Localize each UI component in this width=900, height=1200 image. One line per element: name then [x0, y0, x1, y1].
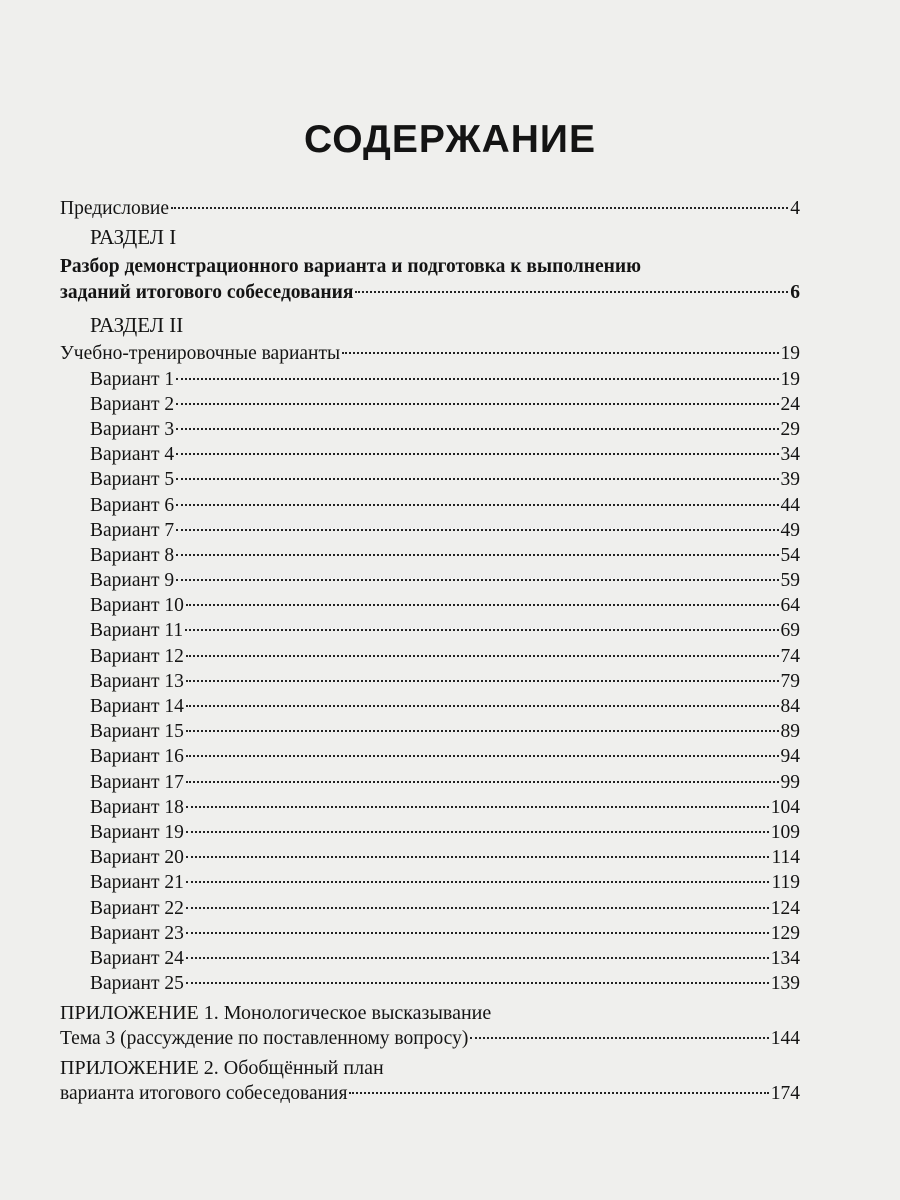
toc-entry-page: 129	[770, 922, 800, 944]
dot-leader	[186, 831, 769, 833]
toc-entry-label: Вариант 7	[90, 519, 175, 541]
toc-entry-page: 174	[770, 1083, 800, 1105]
dot-leader	[176, 529, 778, 531]
dot-leader	[186, 957, 769, 959]
toc-entry-label: Учебно-тренировочные варианты	[60, 343, 341, 365]
toc-entry-variant	[60, 896, 800, 921]
toc-entry-page: 4	[790, 198, 800, 219]
toc-entry-page: 134	[770, 947, 800, 969]
toc-entry-page: 19	[780, 343, 800, 365]
dot-leader	[186, 881, 770, 883]
dot-leader	[176, 403, 778, 405]
dot-leader	[186, 755, 779, 757]
appendix-1-heading: ПРИЛОЖЕНИЕ 1. Монологическое высказывание	[60, 1002, 492, 1025]
toc-entry-variant	[60, 644, 800, 669]
dot-leader	[176, 579, 778, 581]
toc-entry-page: 109	[770, 821, 800, 843]
toc-entry-label: Вариант 2	[90, 393, 175, 415]
toc-entry-label: Вариант 10	[90, 595, 184, 617]
dot-leader	[186, 730, 779, 732]
toc-entry-variant	[60, 770, 800, 795]
page-title: СОДЕРЖАНИЕ	[304, 118, 596, 161]
section-heading-2: РАЗДЕЛ II	[90, 313, 184, 338]
toc-entry-label: Вариант 13	[90, 670, 184, 692]
toc-entry-page: 44	[780, 494, 800, 516]
dot-leader	[186, 907, 769, 909]
toc-entry-label: Тема 3 (рассуждение по поставленному вопросу)	[60, 1028, 469, 1050]
toc-entry-variant	[60, 493, 800, 518]
toc-entry-label: Вариант 20	[90, 847, 184, 869]
toc-entry-variant	[60, 518, 800, 543]
dot-leader	[355, 291, 788, 293]
toc-entry-label: Вариант 1	[90, 368, 175, 390]
toc-entry-variant	[60, 744, 800, 769]
toc-entry-page: 54	[780, 544, 800, 566]
toc-entry-variant	[60, 568, 800, 593]
toc-entry-label: Вариант 14	[90, 696, 184, 717]
toc-entry-label: Вариант 22	[90, 897, 184, 919]
toc-entry-variant	[60, 543, 800, 568]
dot-leader	[176, 478, 778, 480]
toc-entry-page: 119	[771, 872, 800, 894]
toc-entry-label: Вариант 8	[90, 544, 175, 566]
toc-entry-variant	[60, 442, 800, 467]
dot-leader	[186, 705, 779, 707]
toc-entry-page: 64	[780, 595, 800, 617]
dot-leader	[186, 655, 779, 657]
dot-leader	[176, 554, 778, 556]
toc-entry-page: 19	[780, 368, 800, 390]
toc-entry-page: 94	[780, 746, 800, 768]
dot-leader	[349, 1092, 768, 1094]
toc-entry-label: Вариант 9	[90, 570, 175, 592]
dot-leader	[186, 932, 769, 934]
toc-entry-variant	[60, 694, 800, 719]
toc-entry-label: Вариант 19	[90, 821, 184, 843]
toc-entry-page: 74	[780, 645, 800, 667]
toc-entry-label: Вариант 15	[90, 721, 184, 743]
toc-entry-variant	[60, 795, 800, 820]
toc-entry-page: 34	[780, 444, 800, 466]
dot-leader	[186, 680, 779, 682]
dot-leader	[186, 781, 779, 783]
toc-entry-label: Вариант 5	[90, 469, 175, 491]
toc-entry-page: 29	[780, 418, 800, 440]
toc-entry-page: 79	[780, 670, 800, 692]
toc-entry-variant	[60, 719, 800, 744]
toc-entry-section-1	[60, 280, 800, 305]
toc-entry-variant	[60, 845, 800, 870]
dot-leader	[186, 806, 769, 808]
toc-entry-variant	[60, 467, 800, 492]
toc-entry-label: Вариант 3	[90, 418, 175, 440]
toc-entry-page: 24	[780, 393, 800, 415]
toc-entry-preface	[60, 196, 800, 221]
toc-entry-label: Вариант 17	[90, 771, 184, 793]
dot-leader	[342, 352, 778, 354]
toc-entry-variant	[60, 921, 800, 946]
toc-entry-label: Вариант 12	[90, 645, 184, 667]
toc-entry-page: 89	[780, 721, 800, 743]
section-heading-1: РАЗДЕЛ I	[90, 225, 177, 250]
toc-entry-label: варианта итогового собеседования	[60, 1083, 348, 1105]
toc-entry-label: Вариант 6	[90, 494, 175, 516]
dot-leader	[176, 453, 778, 455]
toc-entry-page: 39	[780, 469, 800, 491]
toc-entry-page: 6	[790, 282, 800, 304]
toc-entry-training-variants	[60, 341, 800, 366]
toc-entry-variant	[60, 870, 800, 895]
dot-leader	[186, 856, 770, 858]
toc-entry-label: Вариант 23	[90, 922, 184, 944]
toc-entry-variant	[60, 618, 800, 643]
dot-leader	[185, 629, 778, 631]
toc-entry-variant	[60, 593, 800, 618]
toc-entry-page: 99	[780, 771, 800, 793]
toc-entry-label: Вариант 11	[90, 620, 184, 642]
section-1-title-line: Разбор демонстрационного варианта и подготовка к выполнению	[60, 256, 642, 278]
dot-leader	[186, 982, 769, 984]
toc-entry-variant	[60, 392, 800, 417]
toc-entry-label: Вариант 18	[90, 796, 184, 818]
dot-leader	[176, 378, 778, 380]
toc-entry-page: 124	[770, 897, 800, 919]
toc-entry-appendix-2	[60, 1081, 800, 1106]
toc-entry-label: заданий итогового собеседования	[60, 282, 354, 304]
dot-leader	[186, 604, 779, 606]
dot-leader	[171, 207, 788, 209]
toc-entry-page: 144	[770, 1028, 800, 1050]
toc-entry-variant	[60, 971, 800, 996]
toc-entry-page: 84	[780, 696, 800, 717]
dot-leader	[176, 428, 778, 430]
toc-entry-label: Вариант 24	[90, 947, 184, 969]
toc-entry-page: 69	[780, 620, 800, 642]
toc-entry-label: Вариант 4	[90, 444, 175, 466]
toc-entry-page: 59	[780, 570, 800, 592]
toc-entry-appendix-1	[60, 1026, 800, 1051]
toc-entry-page: 114	[771, 847, 800, 869]
toc-entry-variant	[60, 669, 800, 694]
toc-entry-label: Предисловие	[60, 198, 170, 219]
toc-entry-page: 104	[770, 796, 800, 818]
toc-entry-page: 49	[780, 519, 800, 541]
toc-entry-label: Вариант 21	[90, 872, 184, 894]
toc-entry-page: 139	[770, 973, 800, 995]
toc-entry-variant	[60, 820, 800, 845]
toc-entry-label: Вариант 16	[90, 746, 184, 768]
toc-entry-variant	[60, 367, 800, 392]
toc-entry-label: Вариант 25	[90, 973, 184, 995]
appendix-2-heading: ПРИЛОЖЕНИЕ 2. Обобщённый план	[60, 1057, 384, 1080]
toc-entry-variant	[60, 417, 800, 442]
table-of-contents	[60, 196, 800, 1107]
toc-entry-variant	[60, 946, 800, 971]
dot-leader	[176, 504, 778, 506]
dot-leader	[470, 1037, 768, 1039]
variant-list	[60, 367, 800, 997]
